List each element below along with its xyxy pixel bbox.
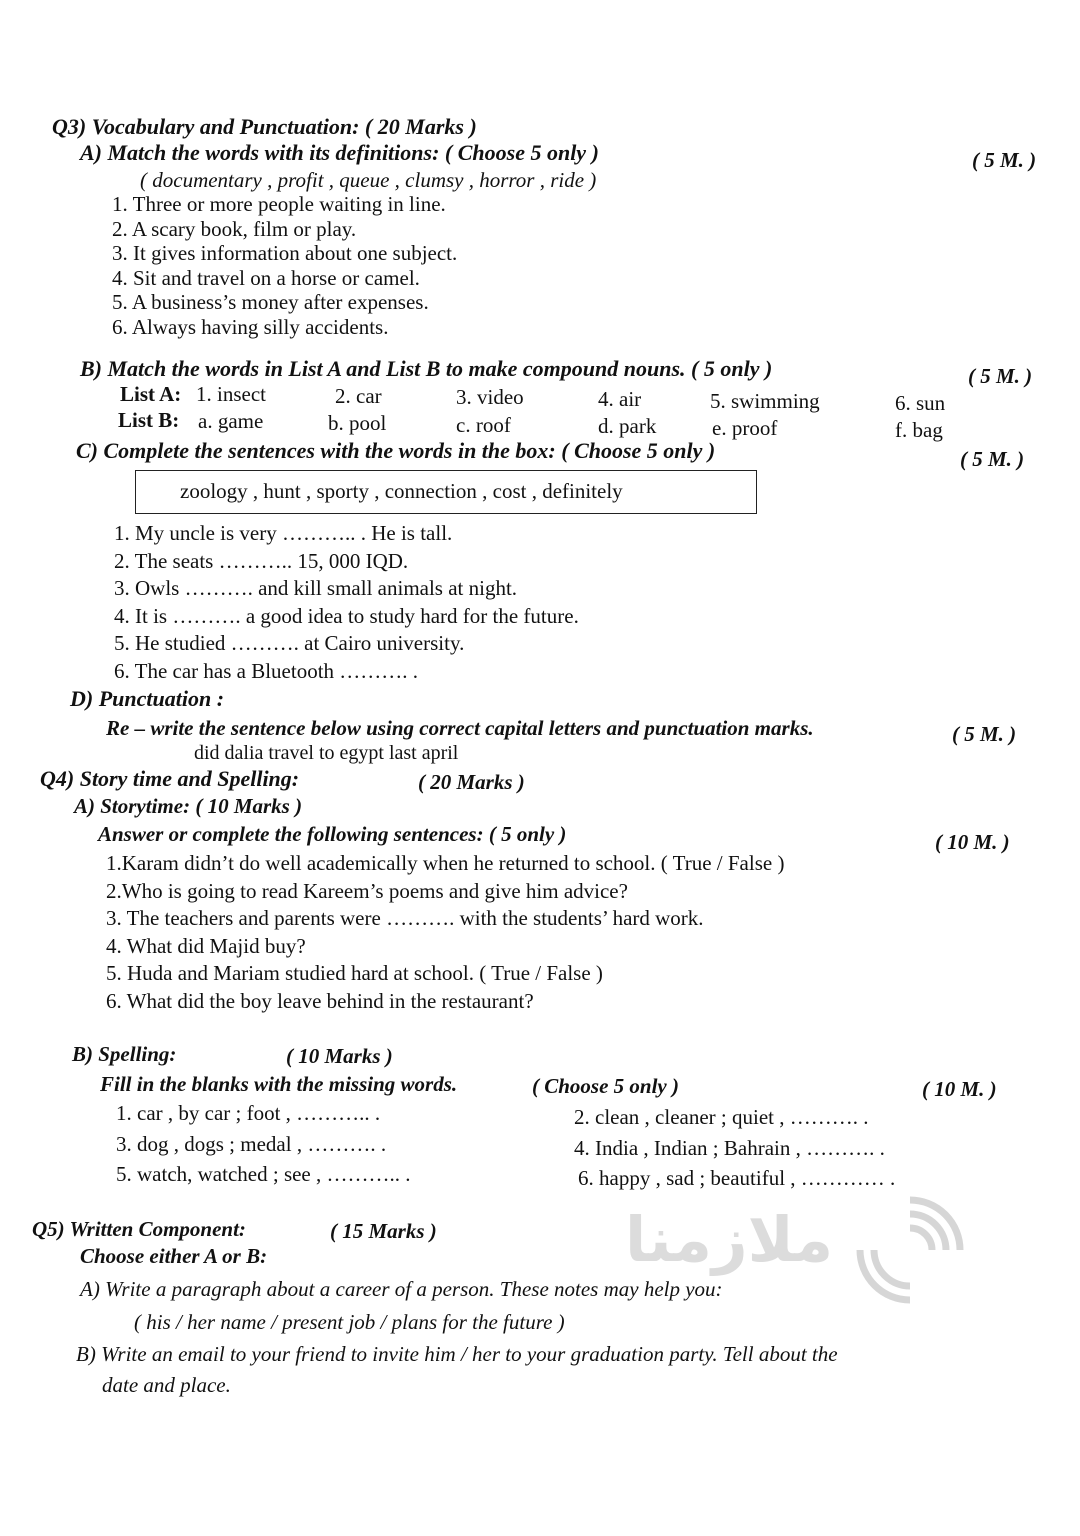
list-item: 4. It is ………. a good idea to study hard for the future. bbox=[114, 603, 579, 628]
list-item: 4. Sit and travel on a horse or camel. bbox=[112, 265, 420, 290]
spelling-item: 5. watch, watched ; see , ……….. . bbox=[116, 1162, 411, 1186]
q3a-word-list: ( documentary , profit , queue , clumsy , horror , ride ) bbox=[140, 168, 597, 192]
list-item: 1. My uncle is very ……….. . He is tall. bbox=[114, 521, 453, 545]
list-a-item: 1. insect bbox=[196, 382, 266, 406]
q4-marks: ( 20 Marks ) bbox=[418, 770, 525, 794]
q3c-sentences bbox=[114, 520, 579, 685]
watermark-logo-icon bbox=[850, 1190, 970, 1310]
q4a-instruction: Answer or complete the following sentences: ( 5 only ) bbox=[98, 822, 567, 846]
q3a-marks: ( 5 M. ) bbox=[972, 148, 1037, 172]
q4b-title: B) Spelling: bbox=[72, 1042, 177, 1066]
list-b-item: f. bag bbox=[895, 418, 943, 442]
spelling-item: 2. clean , cleaner ; quiet , ………. . bbox=[574, 1105, 869, 1129]
list-item: 3. It gives information about one subject. bbox=[112, 241, 458, 265]
q5a-line2: ( his / her name / present job / plans for the future ) bbox=[134, 1310, 565, 1334]
word-box bbox=[135, 470, 757, 514]
spelling-item: 3. dog , dogs ; medal , ………. . bbox=[116, 1132, 387, 1156]
list-item: 3. Owls ………. and kill small animals at night. bbox=[114, 576, 518, 600]
q4-title: Q4) Story time and Spelling: bbox=[40, 766, 300, 791]
q5a-line1: A) Write a paragraph about a career of a person. These notes may help you: bbox=[80, 1277, 723, 1301]
list-item: 2. The seats ……….. 15, 000 IQD. bbox=[114, 548, 409, 573]
q3d-title: D) Punctuation : bbox=[70, 686, 225, 711]
q5b-line2: date and place. bbox=[102, 1373, 231, 1397]
list-item: 3. The teachers and parents were ………. with the students’ hard work. bbox=[106, 906, 704, 930]
q4a-marks: ( 10 M. ) bbox=[935, 830, 1010, 854]
q4b-marks: ( 10 M. ) bbox=[922, 1077, 997, 1101]
list-item: 6. Always having silly accidents. bbox=[112, 314, 389, 339]
q3a-title: A) Match the words with its definitions: ( Choose 5 only ) bbox=[80, 140, 599, 165]
q3d-marks: ( 5 M. ) bbox=[952, 722, 1017, 746]
list-item: 5. Huda and Mariam studied hard at school. ( True / False ) bbox=[106, 961, 603, 985]
spelling-item: 4. India , Indian ; Bahrain , ………. . bbox=[574, 1136, 885, 1160]
spelling-item: 6. happy , sad ; beautiful , ………… . bbox=[578, 1166, 896, 1190]
list-b-label: List B: bbox=[118, 408, 180, 432]
list-b-item: c. roof bbox=[456, 413, 511, 437]
q4b-title-marks: ( 10 Marks ) bbox=[286, 1044, 393, 1068]
list-b-item: e. proof bbox=[712, 416, 778, 440]
q4a-questions bbox=[106, 850, 784, 1015]
word-box-text: zoology , hunt , sporty , connection , cost , definitely bbox=[180, 479, 623, 503]
q5-choose: Choose either A or B: bbox=[80, 1244, 268, 1268]
q3d-instruction: Re – write the sentence below using correct capital letters and punctuation marks. bbox=[106, 716, 814, 740]
spelling-item: 1. car , by car ; foot , ……….. . bbox=[116, 1101, 381, 1125]
list-item: 1. Three or more people waiting in line. bbox=[112, 192, 446, 216]
list-item: 6. What did the boy leave behind in the restaurant? bbox=[106, 988, 534, 1013]
watermark bbox=[625, 1185, 970, 1315]
list-item: 1.Karam didn’t do well academically when he returned to school. ( True / False ) bbox=[106, 851, 785, 875]
list-a-item: 3. video bbox=[456, 385, 524, 409]
watermark-text: ملازمنا bbox=[625, 1203, 834, 1276]
list-a-item: 4. air bbox=[598, 387, 642, 411]
q5-marks: ( 15 Marks ) bbox=[330, 1219, 437, 1243]
list-item: 4. What did Majid buy? bbox=[106, 933, 306, 958]
list-a-item: 6. sun bbox=[895, 391, 946, 415]
q3-title: Q3) Vocabulary and Punctuation: ( 20 Marks ) bbox=[52, 114, 477, 139]
q3b-title: B) Match the words in List A and List B to make compound nouns. ( 5 only ) bbox=[80, 356, 773, 381]
list-item: 2.Who is going to read Kareem’s poems and give him advice? bbox=[106, 878, 628, 903]
list-a-item: 5. swimming bbox=[710, 389, 820, 413]
list-a-label: List A: bbox=[120, 382, 182, 406]
q5b-line1: B) Write an email to your friend to invite him / her to your graduation party. Tell about the bbox=[76, 1342, 838, 1366]
list-item: 5. He studied ………. at Cairo university. bbox=[114, 631, 465, 655]
list-b-item: b. pool bbox=[328, 411, 387, 435]
list-item: 2. A scary book, film or play. bbox=[112, 216, 357, 241]
list-item: 5. A business’s money after expenses. bbox=[112, 290, 429, 314]
q5-title: Q5) Written Component: bbox=[32, 1217, 246, 1241]
list-item: 6. The car has a Bluetooth ………. . bbox=[114, 658, 419, 683]
list-a-item: 2. car bbox=[335, 384, 382, 408]
q3c-marks: ( 5 M. ) bbox=[960, 447, 1025, 471]
q3b-marks: ( 5 M. ) bbox=[968, 364, 1033, 388]
q4a-title: A) Storytime: ( 10 Marks ) bbox=[74, 794, 303, 818]
q3c-title: C) Complete the sentences with the words in the box: ( Choose 5 only ) bbox=[76, 438, 716, 463]
q3a-definitions bbox=[112, 192, 457, 339]
q4b-instruction: Fill in the blanks with the missing words. bbox=[100, 1072, 458, 1096]
list-b-item: a. game bbox=[198, 409, 264, 433]
q4b-choose: ( Choose 5 only ) bbox=[532, 1074, 679, 1098]
q3d-sentence: did dalia travel to egypt last april bbox=[194, 742, 459, 764]
list-b-item: d. park bbox=[598, 414, 657, 438]
